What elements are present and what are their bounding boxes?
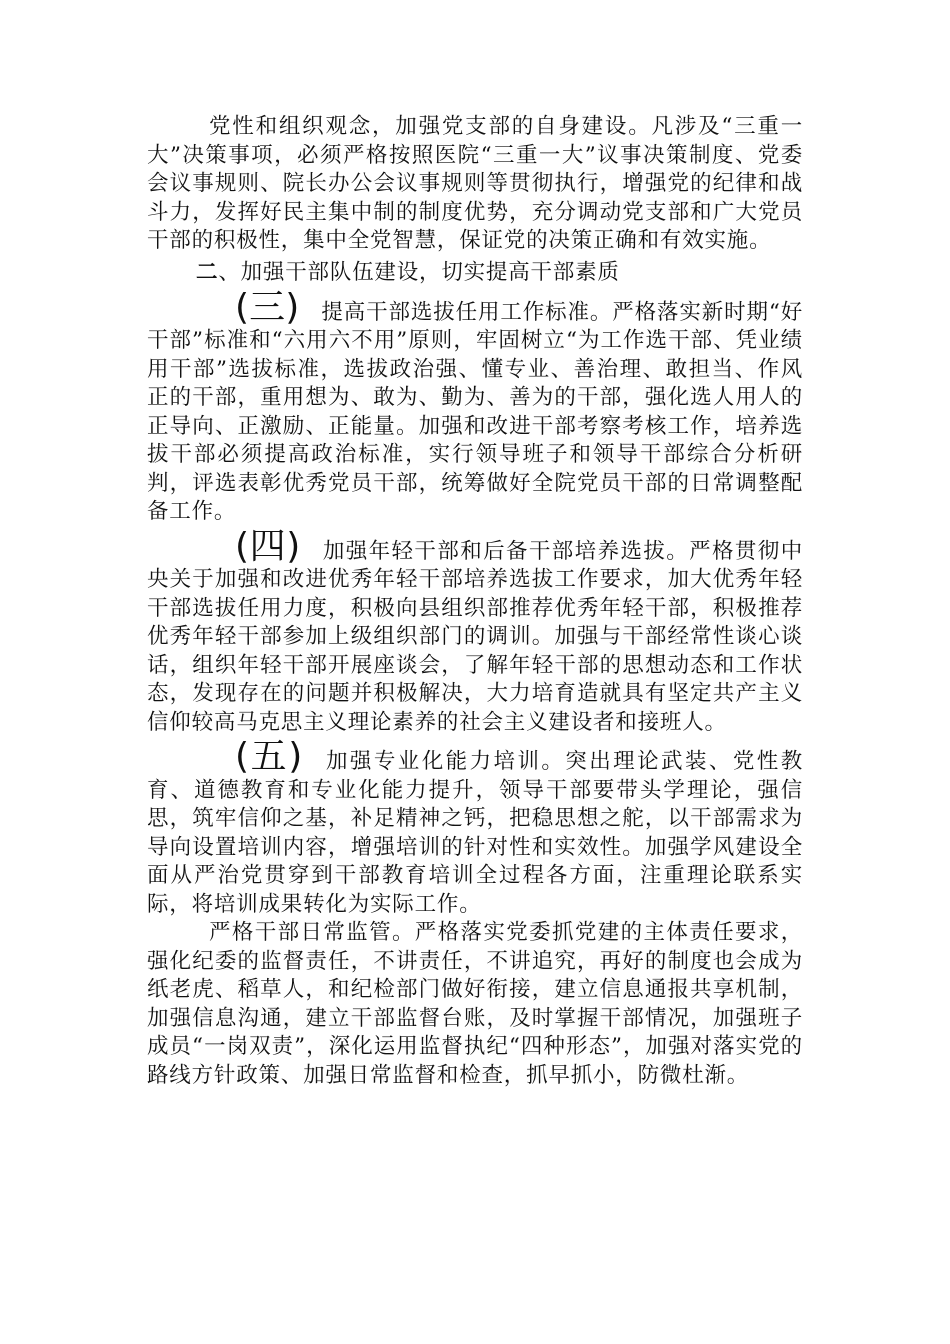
subsection-label: (三): [235, 286, 300, 328]
subsection-text: 加强年轻干部和后备干部培养选拔。严格贯彻中央关于加强和改进优秀年轻干部培养选拔工作要求，加大优秀年轻干部选拔任用力度，积极向县组织部推荐优秀年轻干部，积极推荐优秀年轻干部参加上级组织部门的调训。加强与干部经常性谈心谈话，组织年轻干部开展座谈会，了解年轻干部的思想动态和工作状态，发现存在的问题并积极解决，大力培育造就具有坚定共产主义信仰较高马克思主义理论素养的社会主义建设者和接班人。: [147, 538, 803, 735]
document-page: [147, 113, 803, 1090]
section-heading-cadre-team: [147, 258, 803, 288]
paragraph-party-organization: 党性和组织观念，加强党支部的自身建设。凡涉及“三重一大”决策事项，必须严格按照医院“三重一大”议事决策制度、党委会议事规则、院长办公会议事规则等贯彻执行，增强党的纪律和战斗力，发挥好民主集中制的制度优势，充分调动党支部和广大党员干部的积极性，集中全党智慧，保证党的决策正确和有效实施。: [147, 114, 803, 253]
subsection-text: 加强专业化能力培训。突出理论武装、党性教育、道德教育和专业化能力提升，领导干部要带头学理论，强信思，筑牢信仰之基，补足精神之钙，把稳思想之舵，以干部需求为导向设置培训内容，增强培训的针对性和实效性。加强学风建设全面从严治党贯穿到干部教育培训全过程各方面，注重理论联系实际，将培训成果转化为实际工作。: [147, 749, 803, 917]
subsection-label: (四): [235, 525, 301, 567]
subsection-3: [147, 286, 804, 527]
section-number: 二: [196, 259, 219, 285]
section-heading-text: 、加强干部队伍建设，切实提高干部素质: [218, 259, 620, 285]
subsection-4: [147, 525, 803, 738]
subsection-5: [147, 736, 803, 919]
subsection-label: (五): [235, 736, 303, 777]
subsection-text: 提高干部选拔任用工作标准。严格落实新时期“好干部”标准和“六用六不用”原则，牢固树立“为工作选干部、凭业绩用干部”选拔标准，选拔政治强、懂专业、善治理、敢担当、作风正的干部，重用想为、敢为、勤为、善为的干部，强化选人用人的正导向、正激励、正能量。加强和改进干部考察考核工作，培养选拔干部必须提高政治标准，实行领导班子和领导干部综合分析研判，评选表彰优秀党员干部，统筹做好全院党员干部的日常调整配备工作。: [147, 299, 804, 524]
paragraph-daily-supervision: 严格干部日常监管。严格落实党委抓党建的主体责任要求，强化纪委的监督责任，不讲责任，不讲追究，再好的制度也会成为纸老虎、稻草人，和纪检部门做好衔接，建立信息通报共享机制，加强信息沟通，建立干部监督台账，及时掌握干部情况，加强班子成员“一岗双责”，深化运用监督执纪“四种形态”，加强对落实党的路线方针政策、加强日常监督和检查，抓早抓小，防微杜渐。: [147, 920, 803, 1088]
